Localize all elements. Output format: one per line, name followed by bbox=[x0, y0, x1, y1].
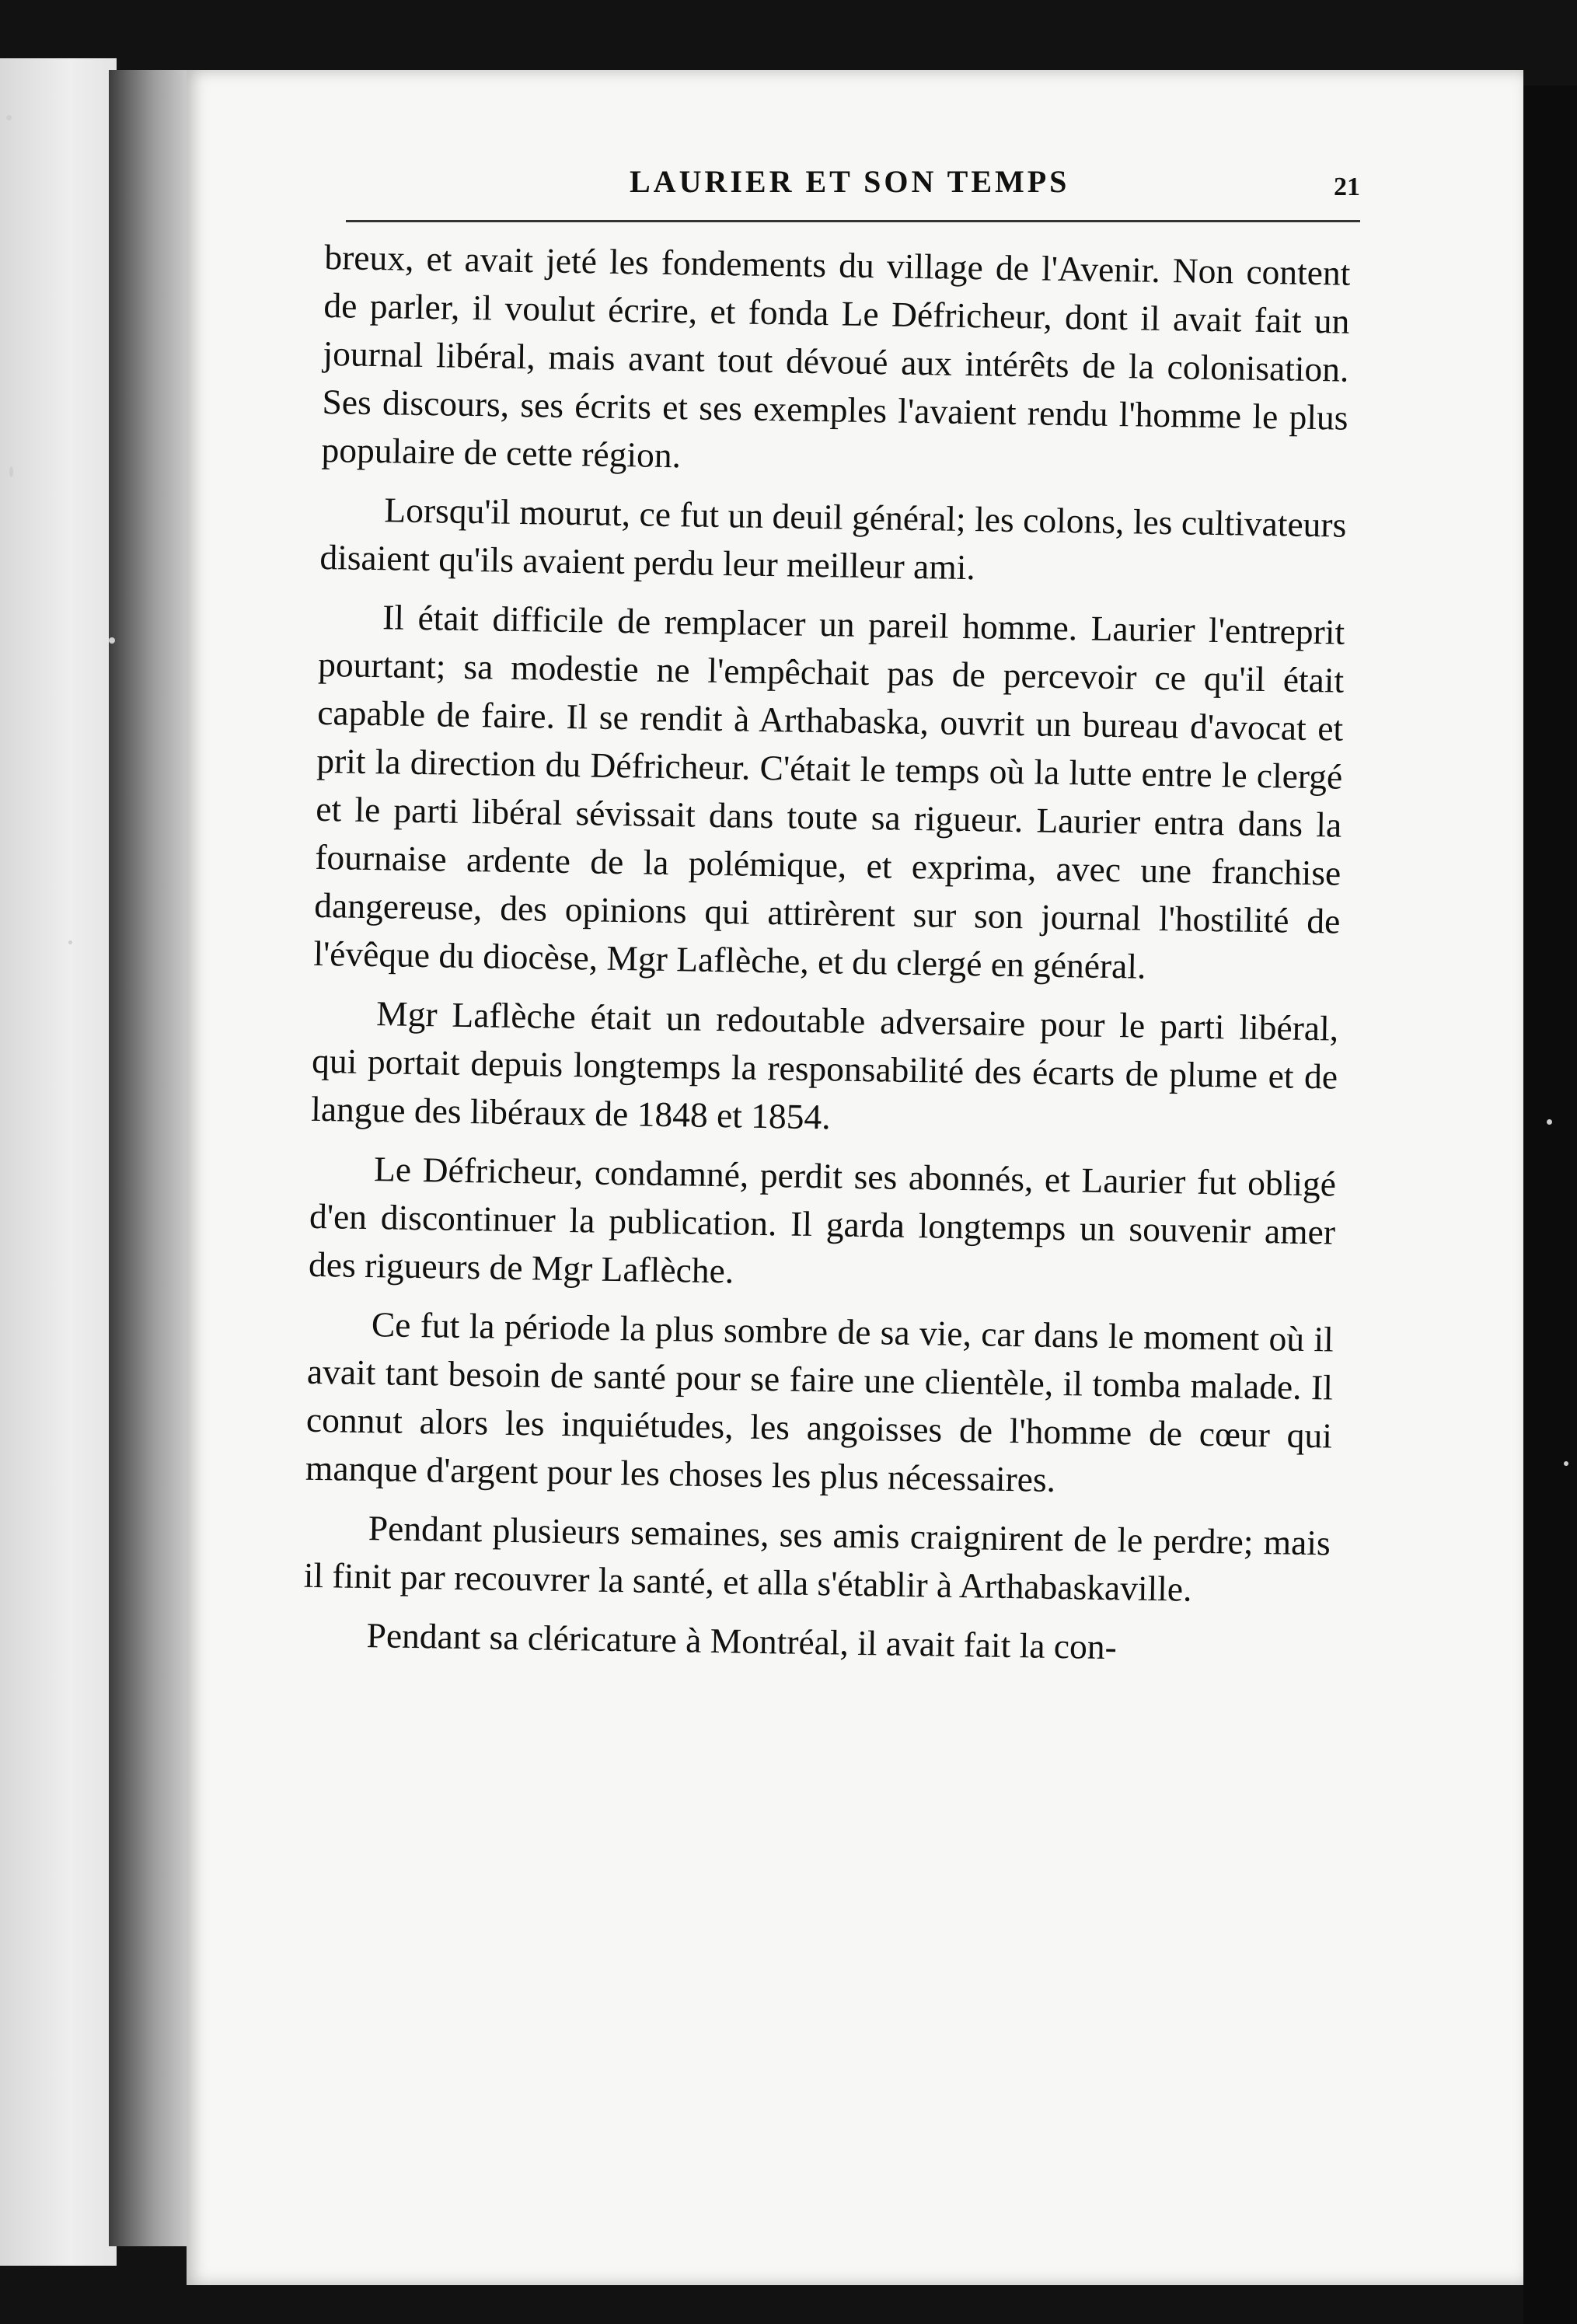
paragraph: Il était difficile de remplacer un pareil homme. Laurier l'entreprit pourtant; sa modestie ne l'empêchait pas de percevoir ce qu'il était capable de faire. Il se rendit à Arthabaska, ouvrit un bureau d'avocat et prit la direction du Défricheur. C'était le temps où la lutte entre le clergé et le parti libéral sévissait dans toute sa rigueur. Laurier entra dans la fournaise ardente de la polémique, et exprima, avec une franchise dangereuse, des opinions qui attirèrent sur son journal l'hostilité de l'évêque du diocèse, Mgr Laflèche, et du clergé en général. bbox=[313, 597, 1345, 986]
paragraph: Pendant sa cléricature à Montréal, il avait fait la con- bbox=[366, 1615, 1118, 1667]
header-rule bbox=[346, 220, 1360, 222]
paragraph: Ce fut la période la plus sombre de sa vie, car dans le moment où il avait tant besoin de santé pour se faire une clientèle, il tomba malade. Il connut alors les inquiétudes, les angoisses de l'homme de cœur qui manque d'argent pour les choses les plus nécessaires. bbox=[305, 1304, 1335, 1499]
paragraph: Lorsqu'il mourut, ce fut un deuil général; les colons, les cultivateurs disaient qu'ils avaient perdu leur meilleur ami. bbox=[319, 490, 1347, 588]
book-spine-shadow bbox=[109, 70, 190, 2246]
page-number: 21 bbox=[1334, 173, 1360, 201]
paragraph: Mgr Laflèche était un redoutable adversaire pour le parti libéral, qui portait depuis longtemps la responsabilité des écarts de plume et de langue des libéraux de 1848 et 1854. bbox=[310, 993, 1339, 1137]
right-scan-border bbox=[1523, 85, 1577, 2324]
paragraph: breux, et avait jeté les fondements du village de l'Avenir. Non content de parler, il voulut écrire, et fonda Le Défricheur, dont il avait fait un journal libéral, mais avant tout dévoué aux intérêts de la colonisation. Ses discours, ses écrits et ses exemples l'avaient rendu l'homme le plus populaire de cette région. bbox=[321, 236, 1351, 476]
paragraph: Pendant plusieurs semaines, ses amis craignirent de le perdre; mais il finit par recouvrer la santé, et alla s'établir à Arthabaskaville. bbox=[303, 1508, 1331, 1609]
page-text bbox=[302, 233, 1351, 1675]
left-page-edge bbox=[0, 58, 117, 2266]
running-title: LAURIER ET SON TEMPS bbox=[630, 164, 1070, 199]
paragraph: Le Défricheur, condamné, perdit ses abonnés, et Laurier fut obligé d'en discontinuer la publication. Il garda longtemps un souvenir amer des rigueurs de Mgr Laflèche. bbox=[308, 1149, 1337, 1291]
running-header bbox=[350, 163, 1360, 210]
